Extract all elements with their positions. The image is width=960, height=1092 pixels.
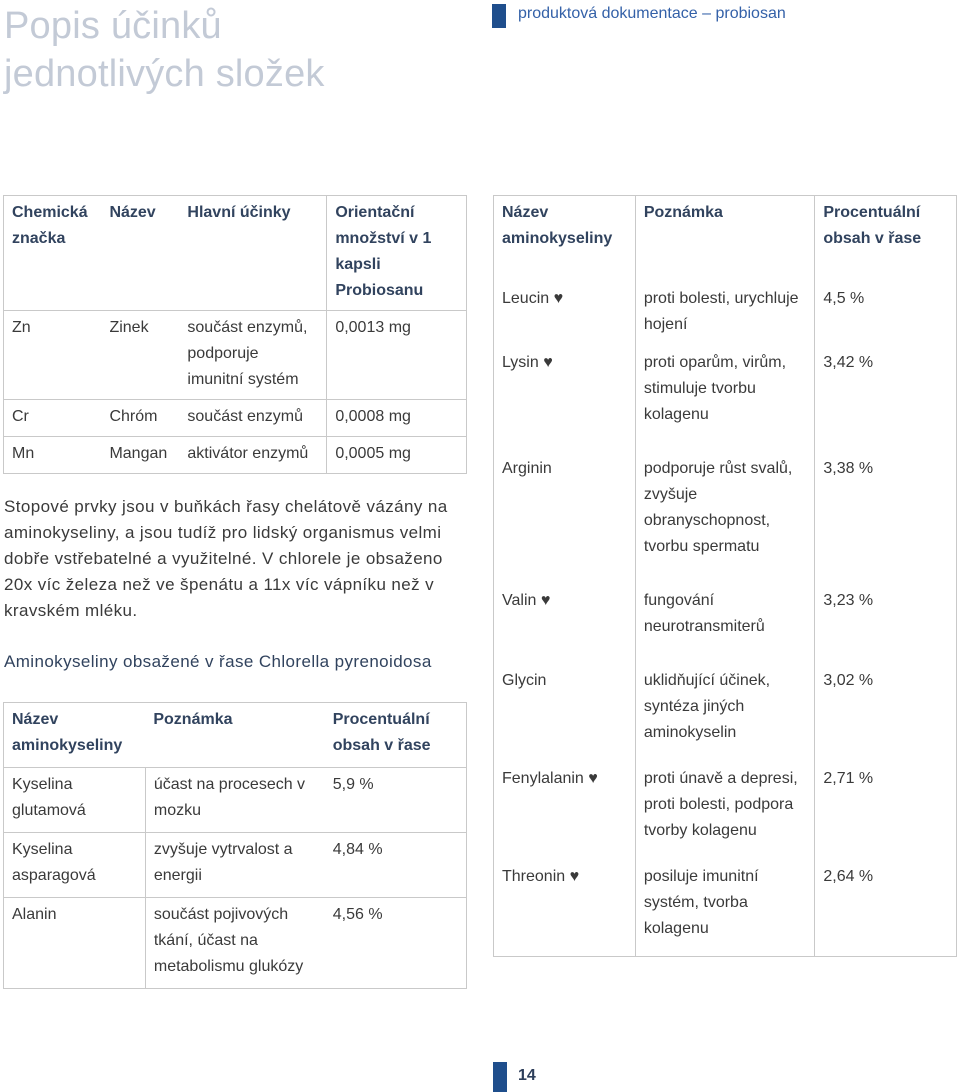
- amino-name: Glycin: [502, 672, 547, 689]
- amino-note: posiluje imunitní systém, tvorba kolagenu: [635, 860, 815, 957]
- amino-percent: 5,9 %: [325, 768, 467, 833]
- column-header: Procentuální obsah v řase: [823, 204, 922, 247]
- column-header: Název aminokyseliny: [502, 204, 613, 247]
- table-row: [4, 768, 467, 833]
- table-row: [494, 346, 957, 452]
- element-symbol: Cr: [4, 400, 102, 437]
- element-name: Zinek: [101, 311, 179, 400]
- table-header-row: [4, 703, 467, 768]
- column-header: Název: [109, 204, 156, 221]
- element-symbol: Zn: [4, 311, 102, 400]
- element-amount: 0,0013 mg: [327, 311, 467, 400]
- element-name: Chróm: [101, 400, 179, 437]
- table-row: [4, 400, 467, 437]
- table-header-row: [494, 196, 957, 283]
- amino-note: uklidňující účinek, syntéza jiných aminokyselin: [635, 664, 815, 762]
- amino-note: fungování neurotransmiterů: [635, 584, 815, 664]
- table-row: [494, 664, 957, 762]
- table-row: [4, 437, 467, 474]
- element-amount: 0,0008 mg: [327, 400, 467, 437]
- document-subtitle: produktová dokumentace – probiosan: [518, 5, 786, 22]
- amino-note: zvyšuje vytrvalost a energii: [145, 833, 324, 898]
- trace-elements-paragraph: Stopové prvky jsou v buňkách řasy chelátově vázány na aminokyseliny, a jsou tudíž pro lidský organismus velmi dobře vstřebatelné a využitelné. V chlorele je obsaženo 20x víc železa než ve špenátu a 11x víc vápníku než v kravském mléku.: [4, 497, 448, 620]
- amino-note: podporuje růst svalů, zvyšuje obranyschopnost, tvorbu spermatu: [635, 452, 815, 584]
- page-title: Popis účinků jednotlivých složek: [4, 5, 325, 95]
- amino-name: Valin ♥: [502, 592, 551, 609]
- element-symbol: Mn: [4, 437, 102, 474]
- table-header-row: [4, 196, 467, 311]
- amino-note: účast na procesech v mozku: [145, 768, 324, 833]
- table-row: [494, 452, 957, 584]
- table-row: [494, 282, 957, 346]
- element-effect: součást enzymů: [179, 400, 326, 437]
- amino-name: Threonin ♥: [502, 868, 580, 885]
- table-row: [4, 833, 467, 898]
- column-header: Procentuální obsah v řase: [325, 703, 467, 768]
- column-header: Chemická značka: [12, 204, 88, 247]
- table-row: [494, 860, 957, 957]
- amino-name: Alanin: [4, 898, 146, 989]
- element-amount: 0,0005 mg: [327, 437, 467, 474]
- table-row: [4, 898, 467, 989]
- amino-percent: 2,71 %: [823, 770, 874, 787]
- amino-percent: 4,56 %: [325, 898, 467, 989]
- amino-note: proti bolesti, urychluje hojení: [635, 282, 815, 346]
- amino-note: proti únavě a depresi, proti bolesti, podpora tvorby kolagenu: [635, 762, 815, 860]
- element-effect: aktivátor enzymů: [179, 437, 326, 474]
- table-row: [494, 762, 957, 860]
- amino-acids-table-left: [3, 702, 467, 989]
- page-number: 14: [518, 1067, 536, 1084]
- amino-percent: 3,42 %: [823, 354, 874, 371]
- footer-accent-bar: [493, 1062, 507, 1092]
- amino-percent: 2,64 %: [823, 868, 874, 885]
- amino-name: Leucin ♥: [502, 290, 564, 307]
- column-header: Orientační množství v 1 kapsli Probiosanu: [327, 196, 467, 311]
- amino-percent: 3,02 %: [823, 672, 874, 689]
- amino-name: Kyselina glutamová: [4, 768, 146, 833]
- header-accent-bar: [492, 4, 506, 28]
- column-header: Poznámka: [635, 196, 815, 283]
- amino-name: Fenylalanin ♥: [502, 770, 598, 787]
- amino-note: proti oparům, virům, stimuluje tvorbu kolagenu: [635, 346, 815, 452]
- table-row: [494, 584, 957, 664]
- amino-note: součást pojivových tkání, účast na metabolismu glukózy: [145, 898, 324, 989]
- column-header: Hlavní účinky: [187, 204, 291, 221]
- amino-acids-table-right: [493, 195, 957, 957]
- amino-percent: 4,84 %: [325, 833, 467, 898]
- trace-elements-table: [3, 195, 467, 474]
- table-row: [4, 311, 467, 400]
- amino-name: Arginin: [502, 460, 552, 477]
- column-header: Název aminokyseliny: [4, 703, 146, 768]
- element-effect: součást enzymů, podporuje imunitní systém: [179, 311, 326, 400]
- amino-section-title: Aminokyseliny obsažené v řase Chlorella pyrenoidosa: [4, 652, 432, 671]
- amino-percent: 3,38 %: [823, 460, 874, 477]
- amino-name: Kyselina asparagová: [4, 833, 146, 898]
- amino-name: Lysin ♥: [502, 354, 553, 371]
- amino-percent: 3,23 %: [823, 592, 874, 609]
- column-header: Poznámka: [145, 703, 324, 768]
- amino-percent: 4,5 %: [823, 290, 865, 307]
- element-name: Mangan: [101, 437, 179, 474]
